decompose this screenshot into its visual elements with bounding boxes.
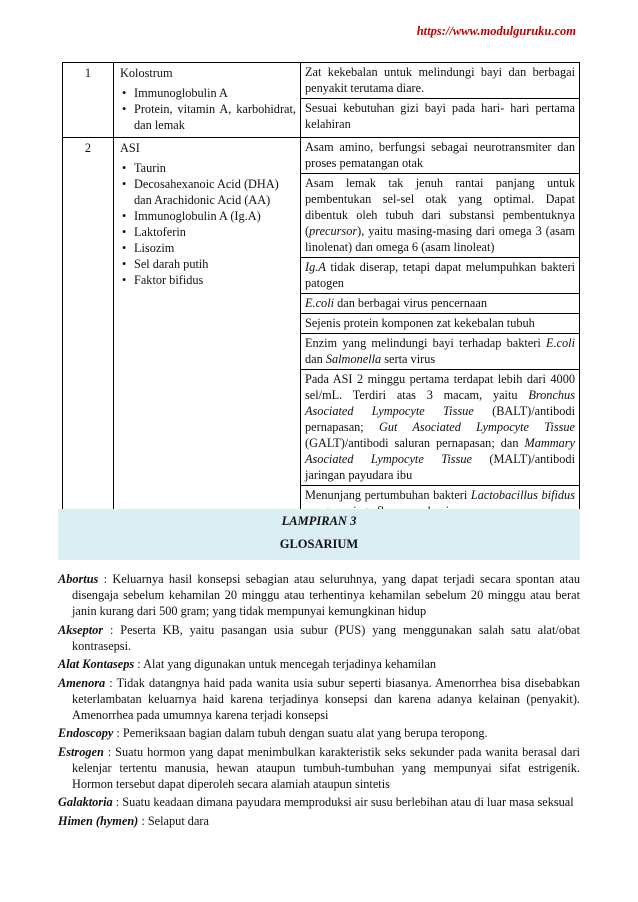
glossary-term: Abortus	[58, 572, 99, 586]
note-cell	[301, 369, 579, 485]
glossary-entry	[58, 675, 580, 723]
note-italic: Ig.A	[305, 260, 326, 274]
header-url[interactable]: https://www.modulguruku.com	[416, 24, 576, 38]
note-italic: Mammary Asociated Lympocyte Tissue	[305, 436, 575, 466]
glossary-definition: : Alat yang digunakan untuk mencegah terjadinya kehamilan	[134, 657, 437, 671]
glossary-entry	[58, 725, 580, 741]
glossary-entry	[58, 813, 580, 829]
glossary-term: Estrogen	[58, 744, 104, 759]
list-item: • Immunoglobulin A (Ig.A)	[134, 208, 296, 224]
glossary-term: Endoscopy	[58, 726, 114, 740]
note-text: dan berbagai virus pencernaan	[334, 296, 487, 310]
note-text: (MALT)/antibodi jaringan payudara ibu	[305, 452, 575, 482]
note-italic: Bronchus Asociated Lympocyte Tissue	[305, 388, 575, 418]
appendix-title: LAMPIRAN 3	[281, 514, 357, 528]
note-text: Asam lemak tak jenuh rantai panjang untuk pembentukan sel-sel otak yang optimal. Dapat dibentuk oleh tubuh dari substansi pembentuknya (	[305, 176, 575, 238]
list-item: • Protein, vitamin A, karbohidrat, dan lemak	[134, 101, 296, 133]
note-text: Enzim yang melindungi bayi terhadap bakteri	[305, 336, 546, 350]
note-cell: Zat kekebalan untuk melindungi bayi dan berbagai penyakit terutama diare.	[305, 65, 575, 95]
row-notes	[301, 63, 580, 138]
list-item: • Laktoferin	[134, 224, 296, 240]
note-text: dan	[305, 352, 326, 366]
list-item: • Taurin	[134, 160, 296, 176]
list-item: • Faktor bifidus	[134, 272, 296, 288]
note-cell: Sejenis protein komponen zat kekebalan tubuh	[301, 313, 579, 333]
row-title: Kolostrum	[120, 66, 173, 80]
note-cell: Sesuai kebutuhan gizi bayi pada hari- hari pertama kelahiran	[301, 98, 579, 134]
note-cell	[301, 173, 579, 257]
row-content	[114, 63, 301, 138]
list-item: • Sel darah putih	[134, 256, 296, 272]
row-number: 1	[63, 63, 114, 138]
note-italic: precursor	[309, 224, 358, 238]
note-italic: Salmonella	[325, 352, 382, 366]
glossary-entry	[58, 571, 580, 619]
glossary-definition: : Selaput dara	[138, 813, 209, 828]
nutrient-table	[62, 62, 580, 522]
row-notes	[301, 138, 580, 522]
list-item: • Lisozim	[134, 240, 296, 256]
list-item: • Decosahexanoic Acid (DHA) dan Arachidonic Acid (AA)	[134, 176, 296, 208]
note-cell	[301, 257, 579, 293]
note-italic: Gut Asociated Lympocyte Tissue	[378, 420, 575, 434]
appendix-subtitle: GLOSARIUM	[279, 537, 359, 551]
bullet-list	[120, 160, 296, 288]
row-content	[114, 138, 301, 522]
table-row	[63, 63, 580, 138]
glossary-definition: : Keluarnya hasil konsepsi sebagian atau seluruhnya, yang dapat terjadi secara spontan atau disengaja sebelum kehamilan 20 minggu atau terhentinya kehamilan sebelum 20 minggu atau berat janin kurang dari 500 gram; yang tidak mempunyai kemungkinan hidup	[72, 572, 580, 618]
table-row	[63, 138, 580, 522]
note-italic: Lactobacillus bifidus	[470, 488, 575, 502]
glossary-entry	[58, 744, 580, 792]
note-text: Menunjang pertumbuhan bakteri	[305, 488, 471, 502]
glossary-definition: : Peserta KB, yaitu pasangan usia subur (PUS) yang menggunakan salah satu alat/obat kontrasepsi.	[72, 622, 580, 653]
glossary-definition: : Suatu keadaan dimana payudara memproduksi air susu berlebihan atau di luar masa seksual	[112, 795, 574, 809]
row-title: ASI	[120, 141, 140, 155]
glossary-term: Amenora	[58, 675, 106, 690]
note-text: ), yaitu masing-masing dari omega 3 (asam linolenat) dan omega 6 (asam linoleat)	[305, 224, 575, 254]
glossary-entry	[58, 622, 580, 654]
note-cell	[301, 333, 579, 369]
note-text: tidak diserap, tetapi dapat melumpuhkan bakteri patogen	[305, 260, 575, 290]
glossary-term: Akseptor	[58, 622, 104, 637]
glossary-term: Himen (hymen)	[58, 813, 139, 828]
list-item: • Immunoglobulin A	[134, 85, 296, 101]
note-text: (GALT)/antibodi saluran pernapasan; dan	[305, 436, 525, 450]
bullet-list	[120, 85, 296, 133]
glossary-definition: : Tidak datangnya haid pada wanita usia subur seperti biasanya. Amenorrhea bisa disebabkan keterlambatan keluarnya haid karena terjadinya konsepsi dan karena adanya kelainan (penyakit). Amenorrhea pada umumnya karena terjadi konsepsi	[72, 675, 580, 722]
note-italic: E.coli	[545, 336, 575, 350]
note-cell: Asam amino, berfungsi sebagai neurotransmiter dan proses pematangan otak	[305, 140, 575, 170]
row-number: 2	[63, 138, 114, 522]
note-italic: E.coli	[305, 296, 335, 310]
note-text: (BALT)/antibodi pernapasan;	[305, 404, 575, 434]
glossary-definition: : Pemeriksaan bagian dalam tubuh dengan suatu alat yang berupa teropong.	[113, 726, 488, 740]
note-text: serta virus	[381, 352, 436, 366]
appendix-header	[58, 509, 580, 560]
note-cell	[301, 293, 579, 313]
glossary-definition: : Suatu hormon yang dapat menimbulkan karakteristik seks sekunder pada wanita berasal dari kelenjar tertentu manusia, hewan ataupun tumbuh-tumbuhan yang mempunyai sifat estrigenik. Hormon tersebut dapat diperoleh secara alamiah ataupun sintetis	[72, 744, 580, 791]
glossary-term: Alat Kontaseps	[58, 657, 135, 671]
glossary-entry	[58, 794, 580, 810]
glossary	[58, 571, 580, 831]
note-text: Pada ASI 2 minggu pertama terdapat lebih dari 4000 sel/mL. Terdiri atas 3 macam, yaitu	[305, 372, 575, 402]
glossary-entry	[58, 656, 580, 672]
glossary-term: Galaktoria	[58, 795, 113, 809]
